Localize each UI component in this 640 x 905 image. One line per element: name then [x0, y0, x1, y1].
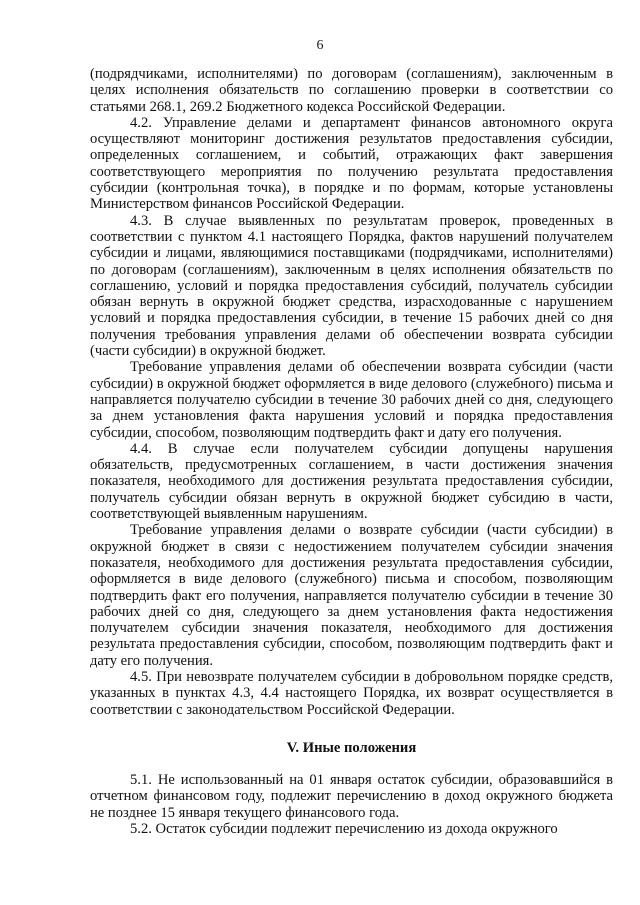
- paragraph-4-3: 4.3. В случае выявленных по результатам проверок, проведенных в соответствии с пунктом 4.1 настоящего Порядка, фактов нарушений получателем субсидии и лицами, являющимися поставщиками (подрядчиками, исполнителями) по договорам (соглашениям), заключенным в целях исполнения обязательств по соглашению, условий и порядка предоставления субсидий, получатель субсидии обязан вернуть в окружной бюджет средства, израсходованные с нарушением условий и порядка предоставления субсидии, в течение 15 рабочих дней со дня получения требования управления делами об обеспечении возврата субсидии (части субсидии) в окружной бюджет.: [90, 212, 613, 360]
- paragraph-4-4-requirement: Требование управления делами о возврате субсидии (части субсидии) в окружной бюджет в связи с недостижением получателем субсидии значения показателя, необходимого для достижения результата предоставления субсидии, оформляется в виде делового (служебного) письма и способом, позволяющим подтвердить факт его получения, направляется получателю субсидии в течение 30 рабочих дней со дня, следующего за днем установления факта недостижения получателем субсидии значения показателя, необходимого для достижения результата предоставления субсидии, способом, позволяющим подтвердить факт и дату его получения.: [90, 522, 613, 669]
- page-number: 6: [316, 38, 324, 53]
- document-body: [90, 66, 613, 837]
- paragraph-continuation: (подрядчиками, исполнителями) по договорам (соглашениям), заключенным в целях исполнения обязательств по соглашению проверки в соответствии со статьями 268.1, 269.2 Бюджетного кодекса Российской Федерации.: [90, 66, 613, 115]
- paragraph-4-5: 4.5. При невозврате получателем субсидии в добровольном порядке средств, указанных в пунктах 4.3, 4.4 настоящего Порядка, их возврат осуществляется в соответствии с законодательством Российской Федерации.: [90, 668, 613, 718]
- paragraph-4-3-requirement: Требование управления делами об обеспечении возврата субсидии (части субсидии) в окружной бюджет оформляется в виде делового (служебного) письма и направляется получателю субсидии в течение 30 рабочих дней со дня, следующего за днем установления факта нарушения условий и порядка предоставления субсидии, способом, позволяющим подтвердить факт и дату его получения.: [90, 359, 613, 441]
- paragraph-5-1: 5.1. Не использованный на 01 января остаток субсидии, образовавшийся в отчетном финансовом году, подлежит перечислению в доход окружного бюджета не позднее 15 января текущего финансового года.: [90, 772, 613, 821]
- paragraph-4-2: 4.2. Управление делами и департамент финансов автономного округа осуществляют мониторинг достижения результатов предоставления субсидии, определенных соглашением, и событий, отражающих факт завершения соответствующего мероприятия по получению результата предоставления субсидии (контрольная точка), в порядке и по формам, которые установлены Министерством финансов Российской Федерации.: [90, 114, 613, 213]
- paragraph-4-4: 4.4. В случае если получателем субсидии допущены нарушения обязательств, предусмотренных соглашением, в части достижения значения показателя, необходимого для достижения результата предоставления субсидии, получатель субсидии обязан вернуть в окружной бюджет субсидию в части, соответствующей выявленным нарушениям.: [90, 440, 613, 523]
- paragraph-5-2: 5.2. Остаток субсидии подлежит перечислению из дохода окружного: [130, 821, 558, 838]
- section-heading: V. Иные положения: [286, 739, 417, 756]
